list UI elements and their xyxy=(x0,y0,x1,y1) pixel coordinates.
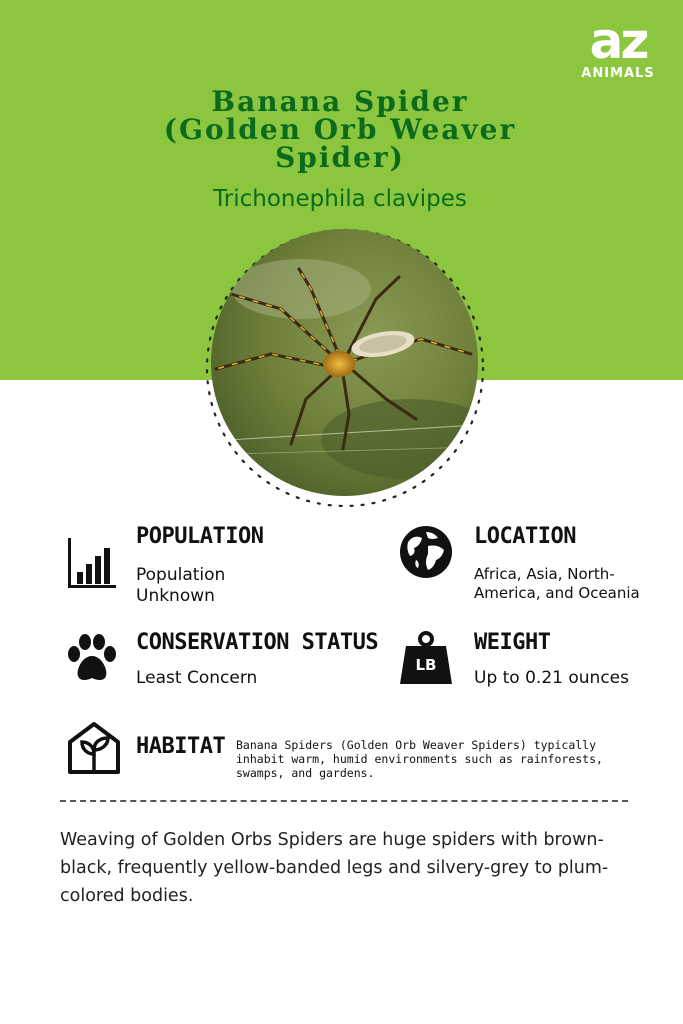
weight-value: Up to 0.21 ounces xyxy=(474,668,629,688)
house-plant-icon xyxy=(66,720,122,776)
weight-icon-label: LB xyxy=(415,656,437,674)
logo-wordmark: ANIMALS xyxy=(581,66,655,81)
brand-logo[interactable] xyxy=(575,12,661,81)
population-value: Population Unknown xyxy=(136,565,226,606)
weight-label: WEIGHT xyxy=(474,630,551,655)
conservation-value: Least Concern xyxy=(136,668,258,688)
bar-chart-icon xyxy=(66,536,122,592)
location-label: LOCATION xyxy=(474,524,576,549)
weight-icon xyxy=(398,630,454,686)
population-label: POPULATION xyxy=(136,524,264,549)
paw-icon xyxy=(64,632,120,688)
spider-illustration xyxy=(211,229,478,496)
logo-mark: az xyxy=(589,12,647,70)
scientific-name: Trichonephila clavipes xyxy=(213,186,467,212)
species-description: Weaving of Golden Orbs Spiders are huge spiders with brown-black, frequently yellow-banded legs and silvery-grey to plum-colored bodies. xyxy=(60,830,609,906)
location-value: Africa, Asia, North-America, and Oceania xyxy=(474,565,640,602)
section-divider xyxy=(60,800,628,802)
globe-icon xyxy=(398,524,454,580)
habitat-label: HABITAT xyxy=(136,734,226,759)
conservation-label: CONSERVATION STATUS xyxy=(136,630,379,655)
page-title: Banana Spider (Golden Orb Weaver Spider) xyxy=(163,85,517,174)
spider-photo xyxy=(211,229,478,496)
habitat-value: Banana Spiders (Golden Orb Weaver Spiders) typically inhabit warm, humid environments such as rainforests, swamps, and gardens. xyxy=(236,738,603,780)
